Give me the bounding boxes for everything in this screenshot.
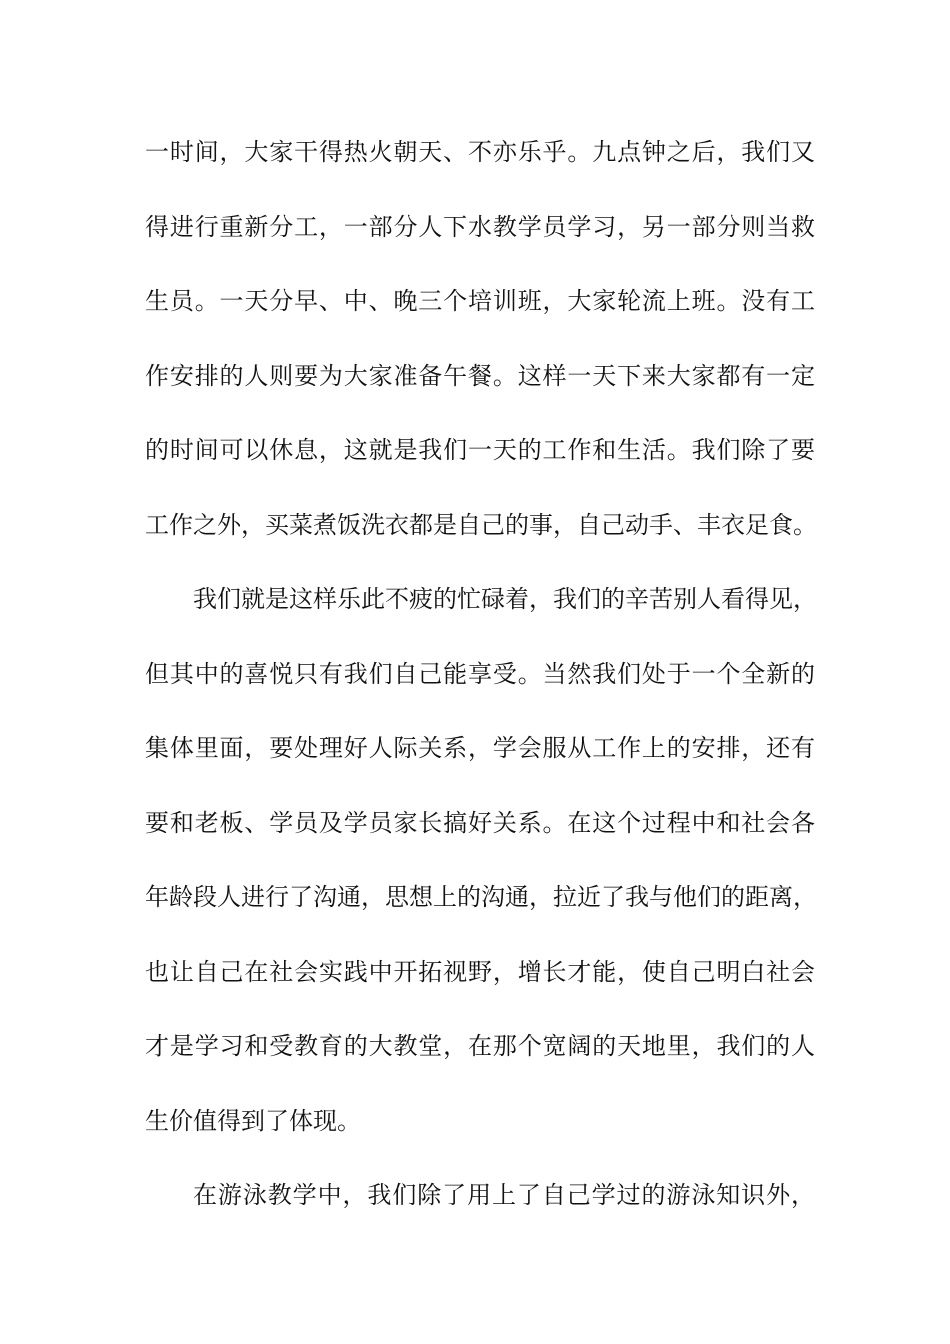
document-body — [145, 128, 815, 1246]
paragraph-end-line: 生价值得到了体现。 — [145, 1106, 361, 1135]
text-line: 才是学习和受教育的大教堂，在那个宽阔的天地里，我们的人 — [145, 1032, 815, 1060]
text-line: 一时间，大家干得热火朝天、不亦乐乎。九点钟之后，我们又 — [145, 138, 815, 166]
text-line: 也让自己在社会实践中开拓视野，增长才能，使自己明白社会 — [145, 957, 815, 986]
text-line: 生员。一天分早、中、晚三个培训班，大家轮流上班。没有工 — [145, 287, 815, 315]
text-line: 要和老板、学员及学员家长搞好关系。在这个过程中和社会各 — [145, 808, 815, 837]
text-line: 作安排的人则要为大家准备午餐。这样一天下来大家都有一定 — [145, 361, 815, 390]
paragraph-start-line: 我们就是这样乐此不疲的忙碌着，我们的辛苦别人看得见， — [193, 585, 817, 613]
text-line: 集体里面，要处理好人际关系，学会服从工作上的安排，还有 — [145, 734, 815, 762]
text-line: 得进行重新分工，一部分人下水教学员学习，另一部分则当救 — [145, 212, 815, 241]
paragraph-start-line: 在游泳教学中，我们除了用上了自己学过的游泳知识外， — [193, 1181, 815, 1209]
text-line: 但其中的喜悦只有我们自己能享受。当然我们处于一个全新的 — [145, 659, 815, 688]
text-line: 年龄段人进行了沟通，思想上的沟通，拉近了我与他们的距离， — [145, 883, 817, 911]
text-line: 工作之外，买菜煮饭洗衣都是自己的事，自己动手、丰衣足食。 — [145, 510, 817, 539]
text-line: 的时间可以休息，这就是我们一天的工作和生活。我们除了要 — [145, 436, 815, 464]
